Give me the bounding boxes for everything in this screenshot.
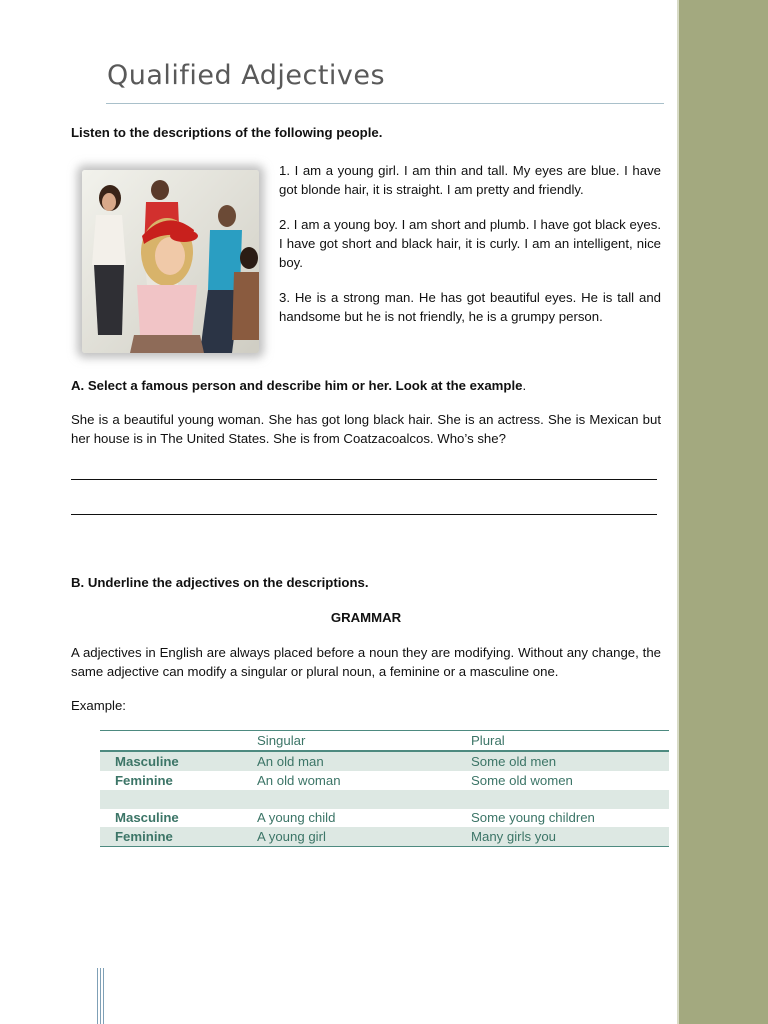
group-of-teenagers-photo (82, 170, 259, 353)
answer-line[interactable] (71, 479, 657, 480)
description-2: 2. I am a young boy. I am short and plumb. I have got black eyes. I have got short and black hair, it is curly. I am an intelligent, nice boy. (279, 217, 661, 270)
table-row (100, 752, 669, 771)
plural-cell: Some old women (471, 773, 573, 788)
grammar-explanation: A adjectives in English are always placed before a noun they are modifying. Without any change, the same adjective can modify a singular or plural noun, a feminine or a masculine one. (71, 645, 661, 679)
decorative-margin-line (103, 968, 104, 1024)
table-row (100, 808, 669, 827)
singular-cell: An old woman (257, 773, 341, 788)
table-bottom-rule (100, 846, 669, 847)
decorative-margin-line (97, 968, 98, 1024)
grammar-title: GRAMMAR (330, 610, 402, 625)
section-a-example: She is a beautiful young woman. She has got long black hair. She is an actress. She is Mexican but her house is in The United States. She is from Coatzacoalcos. Who’s she? (71, 412, 661, 446)
plural-cell: Many girls you (471, 829, 557, 844)
table-header-row (100, 731, 669, 750)
intro-instruction: Listen to the descriptions of the following people. (71, 125, 383, 140)
answer-line[interactable] (71, 514, 657, 515)
plural-cell: Some old men (471, 754, 557, 769)
singular-cell: A young girl (257, 829, 326, 844)
plural-cell: Some young children (471, 810, 595, 825)
decorative-sidebar (679, 0, 768, 1024)
page-title: Qualified Adjectives (107, 60, 386, 91)
example-label: Example: (71, 698, 126, 713)
gender-cell: Masculine (115, 810, 179, 825)
header-cell-plural: Plural (471, 733, 505, 748)
gender-cell: Feminine (115, 829, 173, 844)
singular-cell: A young child (257, 810, 336, 825)
title-underline (106, 103, 664, 104)
section-a-heading-period: . (522, 378, 527, 393)
description-3: 3. He is a strong man. He has got beautiful eyes. He is tall and handsome but he is not friendly, he is a grumpy person. (279, 290, 661, 324)
section-b-heading: B. Underline the adjectives on the descriptions. (71, 575, 369, 590)
gender-cell: Masculine (115, 754, 179, 769)
table-row (100, 827, 669, 846)
decorative-margin-line (100, 968, 101, 1024)
gender-cell: Feminine (115, 773, 173, 788)
singular-cell: An old man (257, 754, 324, 769)
section-a-heading (71, 376, 661, 395)
table-row (100, 790, 669, 809)
description-1: 1. I am a young girl. I am thin and tall. My eyes are blue. I have got blonde hair, it is straight. I am pretty and friendly. (279, 163, 661, 197)
table-row (100, 771, 669, 790)
section-a-heading-text: A. Select a famous person and describe him or her. Look at the example (71, 378, 523, 393)
header-cell-singular: Singular (257, 733, 306, 748)
